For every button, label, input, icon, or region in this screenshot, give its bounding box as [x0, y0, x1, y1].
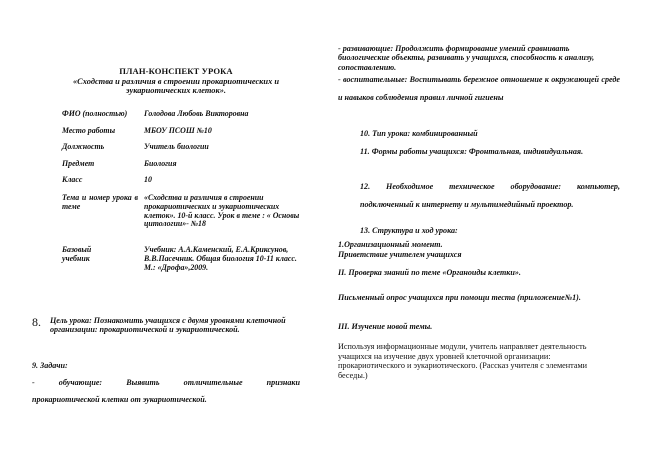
info-value: Биология — [144, 159, 177, 168]
info-key: Предмет — [62, 159, 95, 168]
info-key: Место работы — [62, 126, 116, 135]
developmental-task: - развивающие: Продолжить формирование умений сравнивать биологические объекты, развивать у учащихся, способность к анализу, сопоставлению. — [338, 44, 595, 72]
written-survey: Письменный опрос учащихся при помощи теста (приложение№1). — [338, 293, 581, 302]
info-value: 10 — [144, 175, 152, 184]
subtitle-line-1: «Сходства и различия в строении прокариотических и — [72, 77, 280, 86]
info-key: Класс — [62, 175, 83, 184]
info-key: Тема и номер урока в теме — [62, 193, 138, 211]
subtitle-line-2: эукариотических клеток». — [126, 86, 226, 96]
info-value: «Сходства и различия в строении прокариотических и эукариотических клеток». 10-й класс. Урок в теме : « Основы цитологии»- №18 — [144, 193, 300, 229]
lesson-structure: 13. Структура и ход урока: — [360, 226, 458, 235]
knowledge-check: II. Проверка знаний по теме «Органоиды клетки». — [338, 268, 521, 277]
teacher-activity: Используя информационные модули, учитель направляет деятельность учащихся на изучение двух уровней клеточной организации: прокариотического и эукариотического. (Рассказ учителя с элементами беседы.) — [338, 342, 588, 380]
goal-number: 8. — [32, 315, 41, 329]
greeting: Приветствие учителем учащихся — [338, 250, 462, 259]
info-value: МБОУ ПСОШ №10 — [144, 126, 212, 135]
new-topic: III. Изучение новой темы. — [338, 322, 433, 331]
info-key: Должность — [62, 142, 105, 151]
info-value: Учебник: А.А.Каменский, Е.А.Криксунов, В.В.Пасечник. Общая биология 10-11 класс. М.: «Дрофа»,2009. — [144, 245, 297, 272]
educational-task-line-1: - обучающие: Выявить отличительные признаки — [32, 378, 300, 387]
info-key: Базовый учебник — [62, 245, 92, 263]
lesson-type: 10. Тип урока: комбинированный — [360, 129, 478, 138]
upbringing-task: - воспитательные: Воспитывать бережное отношение к окружающей среде и навыков соблюдения правил личной гигиены — [338, 75, 620, 102]
lesson-goal: Цель урока: Познакомить учащихся с двумя уровнями клеточной организации: прокариотической и эукариотической. — [50, 316, 286, 335]
educational-task-line-2: прокариотической клетки от эукариотической. — [32, 395, 207, 404]
equipment: 12. Необходимое техническое оборудование: компьютер, подключенный к интернету и мультимедийный проектор. — [360, 182, 620, 209]
org-moment: 1.Организационный момент. — [338, 240, 443, 249]
info-key: ФИО (полностью) — [62, 109, 128, 118]
tasks-label: 9. Задачи: — [32, 361, 68, 370]
document-title: ПЛАН-КОНСПЕКТ УРОКА — [119, 66, 233, 76]
document-subtitle — [40, 77, 312, 96]
work-forms: 11. Формы работы учащихся: Фронтальная, индивидуальная. — [360, 147, 584, 156]
info-value: Учитель биологии — [144, 142, 209, 151]
info-value: Голодова Любовь Викторовна — [144, 109, 249, 118]
